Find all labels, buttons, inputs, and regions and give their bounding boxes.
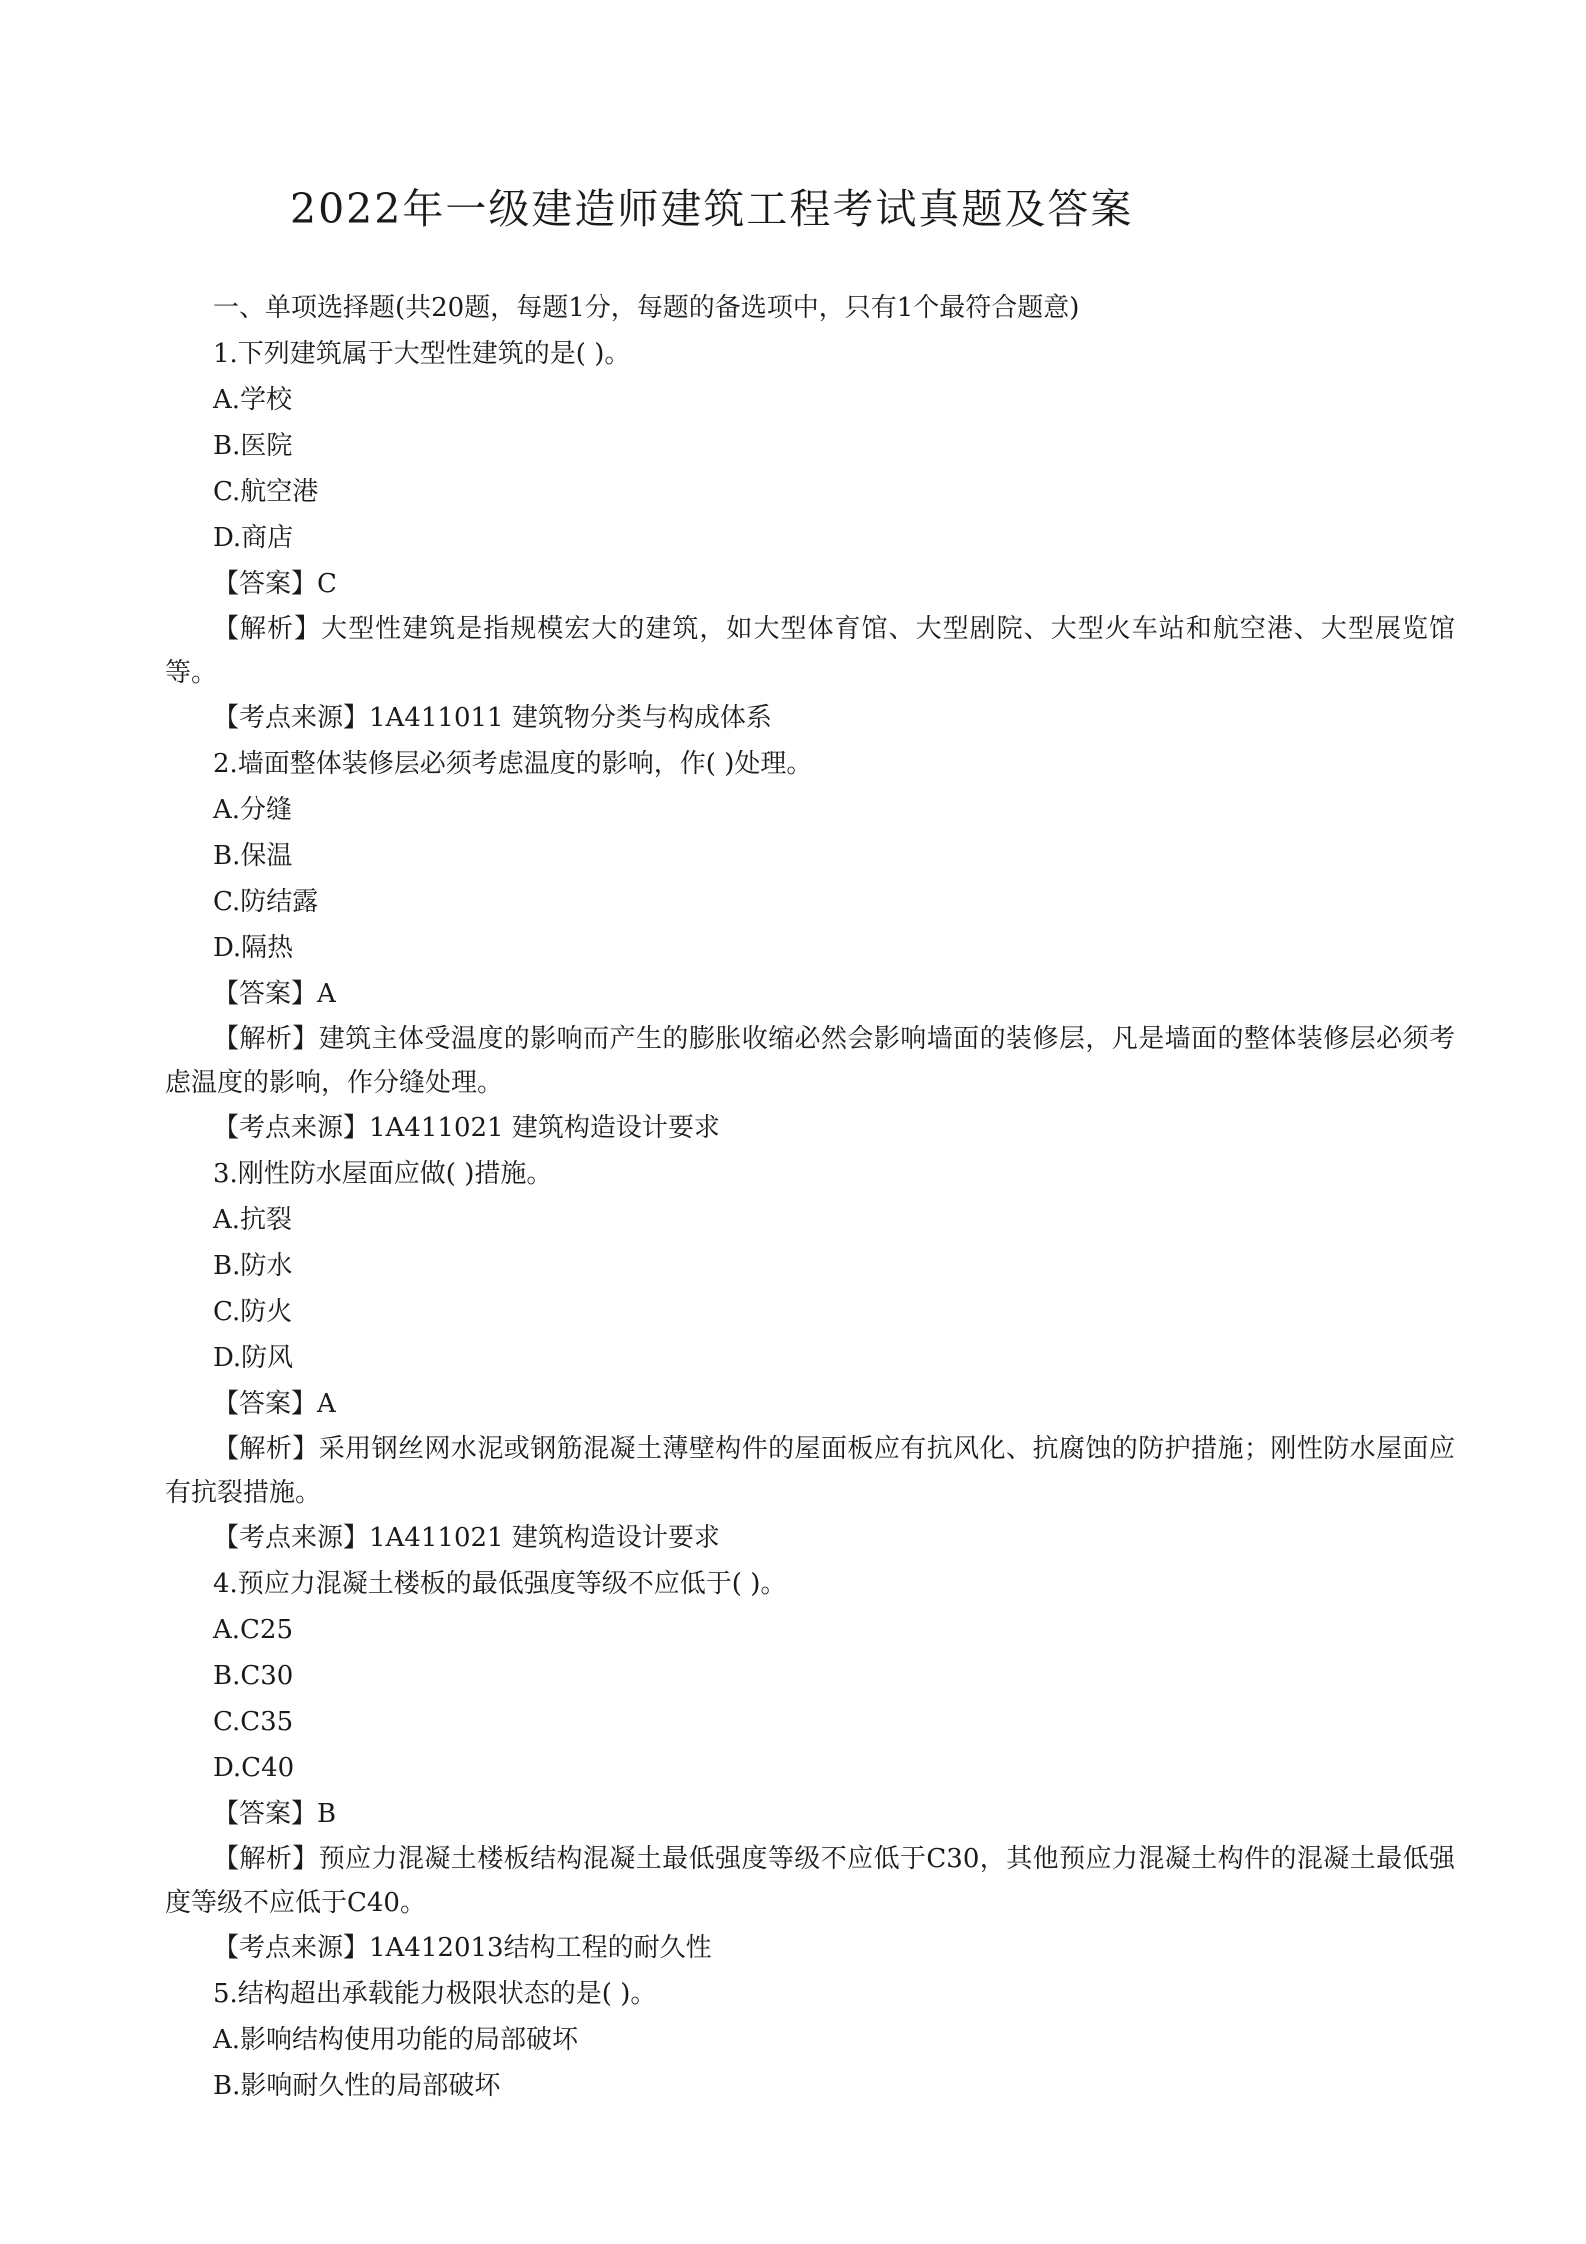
question-2	[165, 741, 1455, 1151]
option-d: D.商店	[213, 523, 294, 553]
option-a: A.学校	[213, 385, 293, 415]
option-a: A.影响结构使用功能的局部破坏	[213, 2025, 579, 2055]
option-c: C.防火	[213, 1297, 293, 1327]
question-stem: 4.预应力混凝土楼板的最低强度等级不应低于( )。	[213, 1569, 787, 1599]
analysis: 【解析】建筑主体受温度的影响而产生的膨胀收缩必然会影响墙面的装修层，凡是墙面的整体装修层必须考虑温度的影响，作分缝处理。	[165, 1024, 1455, 1098]
section-heading: 一、单项选择题(共20题，每题1分，每题的备选项中，只有1个最符合题意)	[213, 293, 1080, 323]
option-b: B.医院	[213, 431, 293, 461]
question-4	[165, 1561, 1455, 1971]
document-title: 2022年一级建造师建筑工程考试真题及答案	[290, 185, 1134, 233]
option-b: B.C30	[213, 1661, 294, 1691]
option-c: C.航空港	[213, 477, 319, 507]
option-d: D.隔热	[213, 933, 294, 963]
analysis: 【解析】大型性建筑是指规模宏大的建筑，如大型体育馆、大型剧院、大型火车站和航空港、大型展览馆等。	[165, 614, 1455, 688]
answer: 【答案】A	[213, 1389, 336, 1419]
question-stem: 5.结构超出承载能力极限状态的是( )。	[213, 1979, 657, 2009]
answer: 【答案】C	[213, 569, 337, 599]
analysis: 【解析】采用钢丝网水泥或钢筋混凝土薄壁构件的屋面板应有抗风化、抗腐蚀的防护措施；刚性防水屋面应有抗裂措施。	[165, 1434, 1455, 1508]
source: 【考点来源】1A412013结构工程的耐久性	[213, 1933, 712, 1963]
option-d: D.C40	[213, 1753, 295, 1783]
option-b: B.防水	[213, 1251, 293, 1281]
option-a: A.抗裂	[213, 1205, 293, 1235]
source: 【考点来源】1A411011 建筑物分类与构成体系	[213, 703, 772, 733]
option-b: B.影响耐久性的局部破坏	[213, 2071, 501, 2101]
question-stem: 3.刚性防水屋面应做( )措施。	[213, 1159, 553, 1189]
question-5	[165, 1971, 1455, 2109]
document-page	[165, 0, 1455, 2244]
question-1	[165, 331, 1455, 741]
answer: 【答案】B	[213, 1799, 337, 1829]
answer: 【答案】A	[213, 979, 336, 1009]
question-stem: 1.下列建筑属于大型性建筑的是( )。	[213, 339, 631, 369]
option-d: D.防风	[213, 1343, 294, 1373]
document-body	[165, 285, 1455, 2109]
question-stem: 2.墙面整体装修层必须考虑温度的影响，作( )处理。	[213, 749, 813, 779]
source: 【考点来源】1A411021 建筑构造设计要求	[213, 1113, 720, 1143]
source: 【考点来源】1A411021 建筑构造设计要求	[213, 1523, 720, 1553]
question-3	[165, 1151, 1455, 1561]
option-a: A.C25	[213, 1615, 294, 1645]
option-c: C.C35	[213, 1707, 294, 1737]
analysis: 【解析】预应力混凝土楼板结构混凝土最低强度等级不应低于C30，其他预应力混凝土构件的混凝土最低强度等级不应低于C40。	[165, 1844, 1455, 1918]
option-a: A.分缝	[213, 795, 293, 825]
option-b: B.保温	[213, 841, 293, 871]
option-c: C.防结露	[213, 887, 319, 917]
